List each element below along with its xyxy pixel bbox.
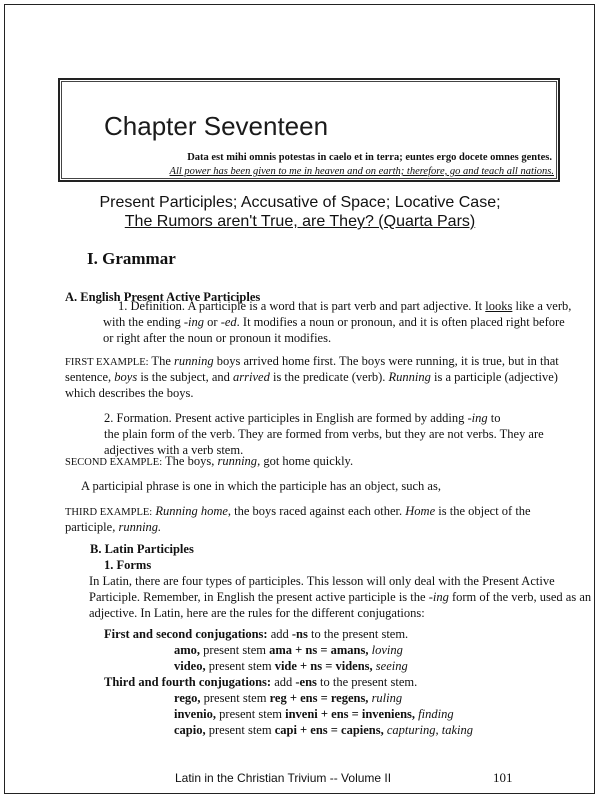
second-example: SECOND EXAMPLE: The boys, running, got home quickly.: [65, 454, 354, 468]
chapter-title: Chapter Seventeen: [104, 111, 329, 141]
motto-latin: Data est mihi omnis potestas in caelo et in terra; euntes ergo docete omnes gentes.: [187, 152, 552, 163]
footer-book-title: Latin in the Christian Trivium -- Volume II: [175, 771, 392, 785]
example-rego: rego, present stem reg + ens = regens, ruling: [174, 691, 403, 705]
latin-intro-line1: In Latin, there are four types of participles. This lesson will only deal with the Present Active: [89, 574, 555, 588]
subsection-b-heading: B. Latin Participles: [90, 542, 194, 556]
formation-line1: 2. Formation. Present active participles in English are formed by adding -ing to: [104, 411, 501, 425]
latin-intro-line2: Participle. Remember, in English the present active participle is the -ing form of the verb, used as an: [89, 590, 592, 604]
forms-heading: 1. Forms: [104, 558, 152, 572]
first-example-line1: FIRST EXAMPLE: The running boys arrived home first. The boys were running, it is true, but in that: [65, 354, 559, 368]
definition-line3: or right after the noun or pronoun it modifies.: [103, 331, 332, 345]
formation-line2: the plain form of the verb. They are formed from verbs, but they are not verbs. They are: [104, 427, 544, 441]
motto-english: All power has been given to me in heaven and on earth; therefore, go and teach all nations.: [169, 166, 554, 177]
subsection-a-heading: A. English Present Active Participles: [65, 290, 261, 304]
first-example-line3: which describes the boys.: [65, 386, 194, 400]
first-example-line2: sentence, boys is the subject, and arrived is the predicate (verb). Running is a participle (adjective): [65, 370, 558, 384]
definition-line1: 1. Definition. A participle is a word that is part verb and part adjective. It looks like a verb,: [118, 299, 572, 313]
example-amo: amo, present stem ama + ns = amans, loving: [174, 643, 403, 657]
participial-phrase-text: A participial phrase is one in which the participle has an object, such as,: [81, 479, 441, 493]
section-heading: I. Grammar: [87, 249, 176, 268]
formation-line3: adjectives with a verb stem.: [104, 443, 244, 457]
third-example-line1: THIRD EXAMPLE: Running home, the boys raced against each other. Home is the object of the: [65, 504, 531, 518]
footer-page-number: 101: [493, 770, 513, 785]
conj12-rule: First and second conjugations: add -ns to the present stem.: [104, 627, 409, 641]
example-video: video, present stem vide + ns = videns, seeing: [174, 659, 408, 673]
conj34-rule: Third and fourth conjugations: add -ens to the present stem.: [104, 675, 418, 689]
lesson-title-line2: The Rumors aren't True, are They? (Quarta Pars): [124, 213, 476, 230]
latin-intro-line3: adjective. In Latin, here are the rules for the different conjugations:: [89, 606, 425, 620]
definition-line2: with the ending -ing or -ed. It modifies a noun or pronoun, and it is often placed right before: [103, 315, 565, 329]
lesson-title-line1: Present Participles; Accusative of Space; Locative Case;: [99, 194, 501, 211]
example-capio: capio, present stem capi + ens = capiens, capturing, taking: [174, 723, 473, 737]
example-invenio: invenio, present stem inveni + ens = inveniens, finding: [174, 707, 454, 721]
third-example-line2: participle, running.: [65, 520, 162, 534]
